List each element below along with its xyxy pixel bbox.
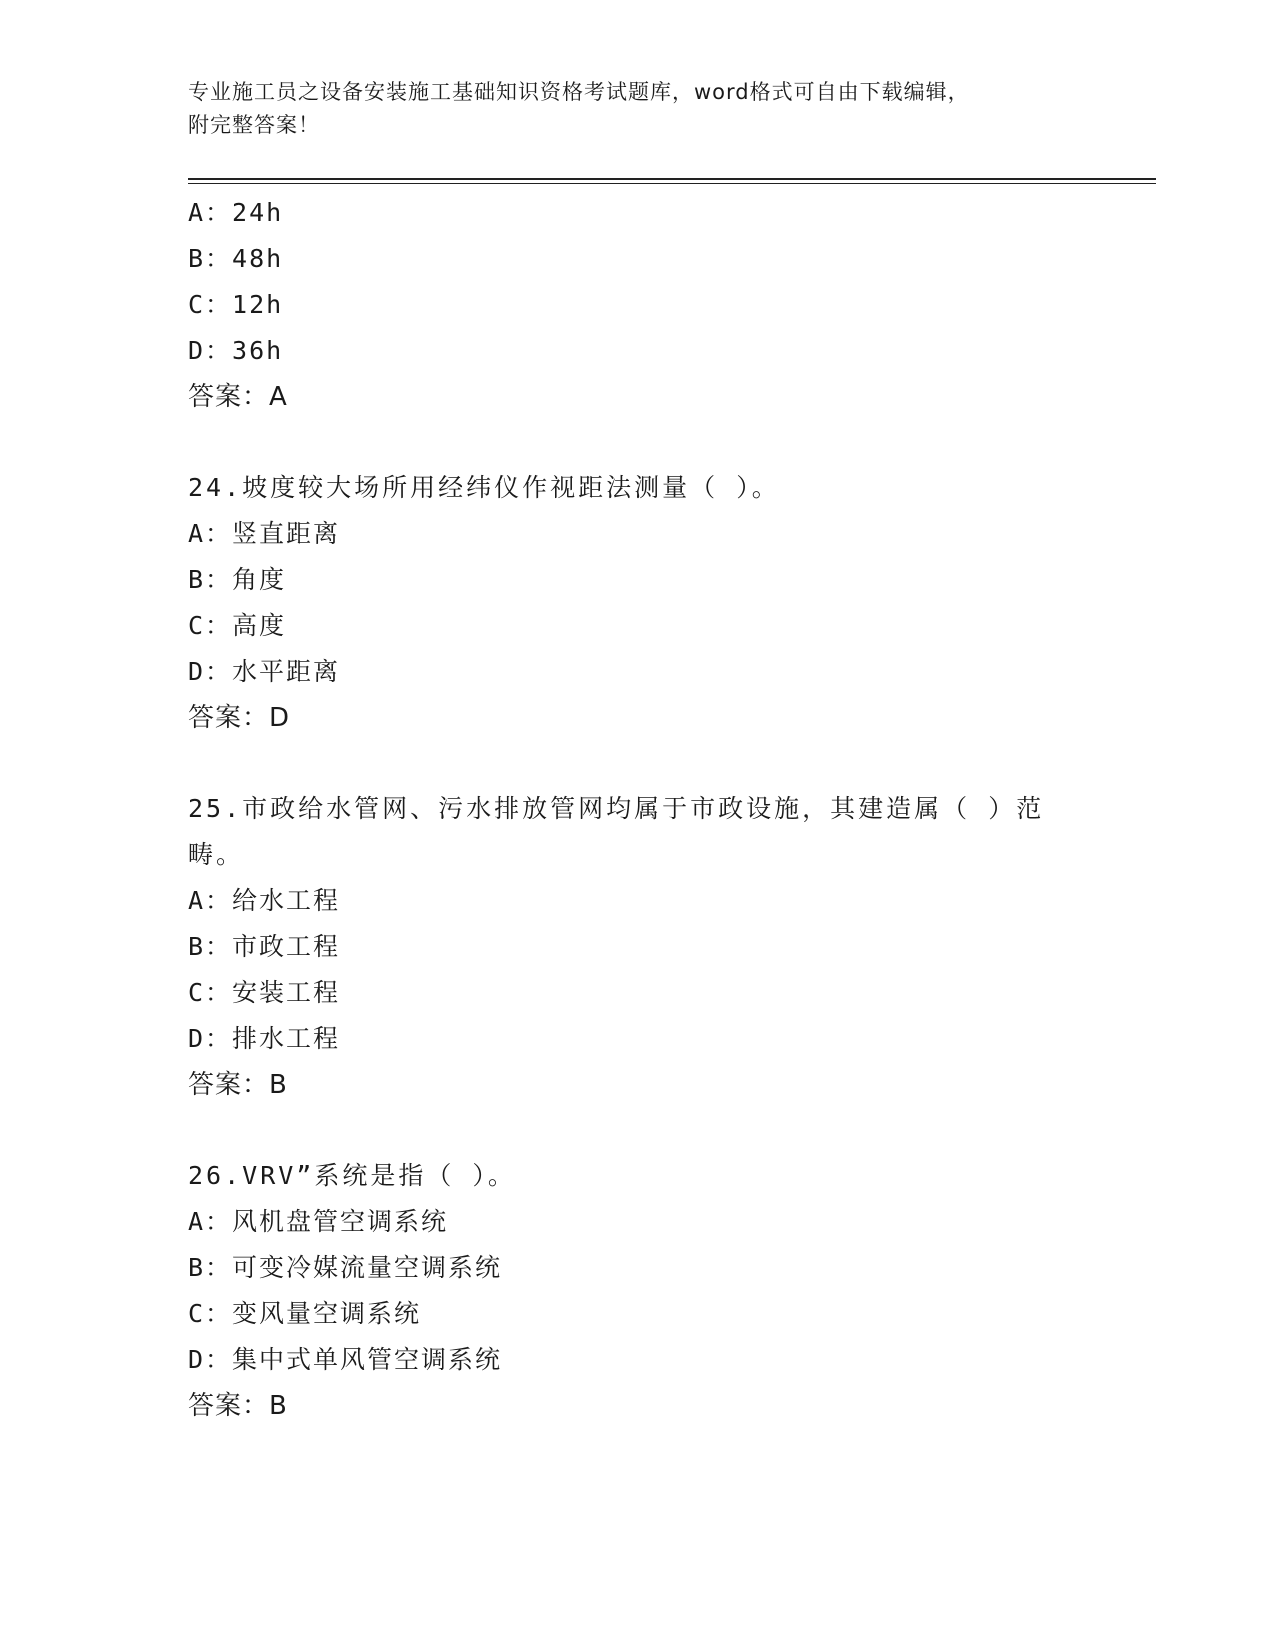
answer: 答案：A bbox=[188, 382, 288, 412]
option-a: A：竖直距离 bbox=[188, 519, 341, 548]
option-b: B：可变冷媒流量空调系统 bbox=[188, 1253, 503, 1282]
answer: 答案：B bbox=[188, 1070, 288, 1100]
spacer bbox=[188, 741, 1088, 786]
question-list bbox=[188, 190, 1088, 1429]
option-c: C：变风量空调系统 bbox=[188, 1299, 422, 1328]
header-title-line-2: 附完整答案！ bbox=[188, 113, 320, 137]
answer: 答案：D bbox=[188, 703, 291, 733]
header-divider bbox=[188, 178, 1156, 184]
option-c: C：安装工程 bbox=[188, 978, 341, 1007]
option-d: D：水平距离 bbox=[188, 657, 341, 686]
spacer bbox=[188, 420, 1088, 465]
option-b: B：角度 bbox=[188, 565, 287, 594]
option-a: A：24h bbox=[188, 198, 284, 227]
question-25 bbox=[188, 786, 1088, 1108]
spacer bbox=[188, 1108, 1088, 1153]
option-a: A：风机盘管空调系统 bbox=[188, 1207, 449, 1236]
question-24 bbox=[188, 465, 1088, 741]
question-stem: 24.坡度较大场所用经纬仪作视距法测量（ ）。 bbox=[188, 473, 780, 502]
question-23 bbox=[188, 190, 1088, 420]
option-d: D：排水工程 bbox=[188, 1024, 341, 1053]
answer: 答案：B bbox=[188, 1391, 288, 1421]
option-b: B：48h bbox=[188, 244, 284, 273]
question-stem: 26.VRV”系统是指（ ）。 bbox=[188, 1161, 516, 1190]
option-a: A：给水工程 bbox=[188, 886, 341, 915]
option-d: D：36h bbox=[188, 336, 284, 365]
question-26 bbox=[188, 1153, 1088, 1429]
option-c: C：高度 bbox=[188, 611, 287, 640]
page-header bbox=[188, 76, 1088, 142]
question-stem-line-2: 畴。 bbox=[188, 840, 245, 869]
header-title-line-1: 专业施工员之设备安装施工基础知识资格考试题库，word格式可自由下载编辑， bbox=[188, 80, 970, 104]
option-b: B：市政工程 bbox=[188, 932, 341, 961]
option-c: C：12h bbox=[188, 290, 284, 319]
option-d: D：集中式单风管空调系统 bbox=[188, 1345, 503, 1374]
question-stem-line-1: 25.市政给水管网、污水排放管网均属于市政设施，其建造属（ ）范 bbox=[188, 794, 1045, 823]
